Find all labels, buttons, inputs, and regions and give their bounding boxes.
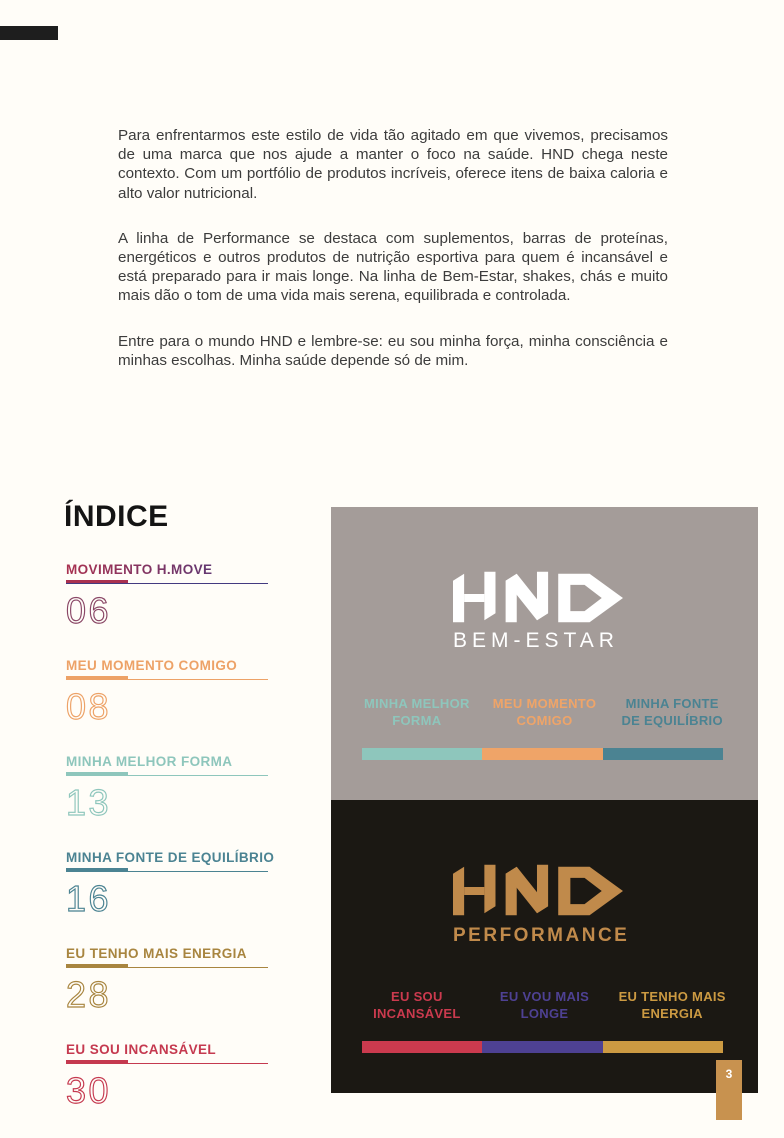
index-item-underline: [66, 580, 268, 584]
index-item-underline: [66, 868, 268, 872]
line-name-bem-estar: BEM-ESTAR: [453, 629, 619, 652]
category-label-minha-melhor-forma: MINHA MELHOR FORMA: [364, 696, 470, 729]
index-item-label: MINHA MELHOR FORMA: [66, 754, 233, 769]
hnd-performance-logo: [453, 864, 629, 947]
category-label-meu-momento-comigo: MEU MOMENTO COMIGO: [492, 696, 597, 729]
index-item-eu-tenho-mais-energia[interactable]: [66, 946, 276, 1016]
category-label-eu-tenho-mais-energia: EU TENHO MAIS ENERGIA: [618, 989, 726, 1022]
category-label-eu-sou-incansavel: EU SOU INCANSÁVEL: [373, 989, 461, 1022]
bar-segment-eu-sou-incansavel: [362, 1041, 482, 1053]
page-number-tab: [716, 1060, 742, 1120]
bar-segment-meu-momento-comigo: [482, 748, 602, 760]
bem-estar-categories: [353, 695, 736, 729]
hnd-logo-icon: [453, 864, 625, 916]
bar-segment-eu-vou-mais-longe: [482, 1041, 602, 1053]
hnd-logo-icon: [453, 571, 625, 623]
intro-paragraph-1: Para enfrentarmos este estilo de vida tão agitado em que vivemos, precisamos de uma marca que nos ajude a manter o foco na saúde. HND chega neste contexto. Com um portfólio de produtos incríveis, oferece itens de baixa caloria e alto valor nutricional.: [118, 127, 668, 202]
performance-panel: [331, 800, 758, 1093]
index-item-page-number: 30: [66, 1070, 112, 1111]
index-item-movimento-hmove[interactable]: [66, 562, 276, 632]
index-item-page-number: 08: [66, 686, 112, 727]
intro-text-block: [118, 126, 668, 396]
line-name-performance: PERFORMANCE: [453, 925, 630, 946]
index-item-page-number: 06: [66, 590, 112, 631]
index-item-label: MOVIMENTO H.MOVE: [66, 562, 276, 577]
index-item-underline: [66, 964, 268, 968]
index-item-underline: [66, 676, 268, 680]
index-item-meu-momento-comigo[interactable]: [66, 658, 276, 728]
category-label-eu-vou-mais-longe: EU VOU MAIS LONGE: [499, 989, 590, 1022]
bar-segment-eu-tenho-mais-energia: [603, 1041, 723, 1053]
index-item-page-number: 28: [66, 974, 112, 1015]
bem-estar-color-bar: [362, 748, 723, 760]
hnd-bem-estar-logo: [453, 571, 629, 653]
index-list: [66, 562, 276, 1138]
index-item-underline: [66, 772, 268, 776]
index-item-eu-sou-incansavel[interactable]: [66, 1042, 276, 1112]
index-item-page-number: 13: [66, 782, 112, 823]
index-item-label: MEU MOMENTO COMIGO: [66, 658, 238, 673]
category-label-minha-fonte-de-equilibrio: MINHA FONTE DE EQUILÍBRIO: [621, 696, 723, 729]
index-item-label: EU SOU INCANSÁVEL: [66, 1042, 217, 1057]
index-item-underline: [66, 1060, 268, 1064]
index-item-minha-fonte-de-equilibrio[interactable]: [66, 850, 276, 920]
index-title: ÍNDICE: [64, 500, 169, 533]
index-item-label: MINHA FONTE DE EQUILÍBRIO: [66, 850, 275, 865]
bem-estar-panel: [331, 507, 758, 800]
index-item-label: EU TENHO MAIS ENERGIA: [66, 946, 247, 961]
performance-color-bar: [362, 1041, 723, 1053]
page-number: 3: [725, 1067, 733, 1081]
bar-segment-minha-melhor-forma: [362, 748, 482, 760]
performance-categories: [353, 988, 736, 1022]
bar-segment-minha-fonte-de-equilibrio: [603, 748, 723, 760]
index-item-minha-melhor-forma[interactable]: [66, 754, 276, 824]
intro-paragraph-3: Entre para o mundo HND e lembre-se: eu sou minha força, minha consciência e minhas escolhas. Minha saúde depende só de mim.: [118, 332, 668, 369]
index-item-page-number: 16: [66, 878, 112, 919]
corner-accent-bar: [0, 26, 58, 40]
intro-paragraph-2: A linha de Performance se destaca com suplementos, barras de proteínas, energéticos e outros produtos de nutrição esportiva para quem é incansável e está preparado para ir mais longe. Na linha de Bem-Estar, shakes, chás e muito mais dão o tom de uma vida mais serena, equilibrada e controlada.: [118, 229, 668, 305]
